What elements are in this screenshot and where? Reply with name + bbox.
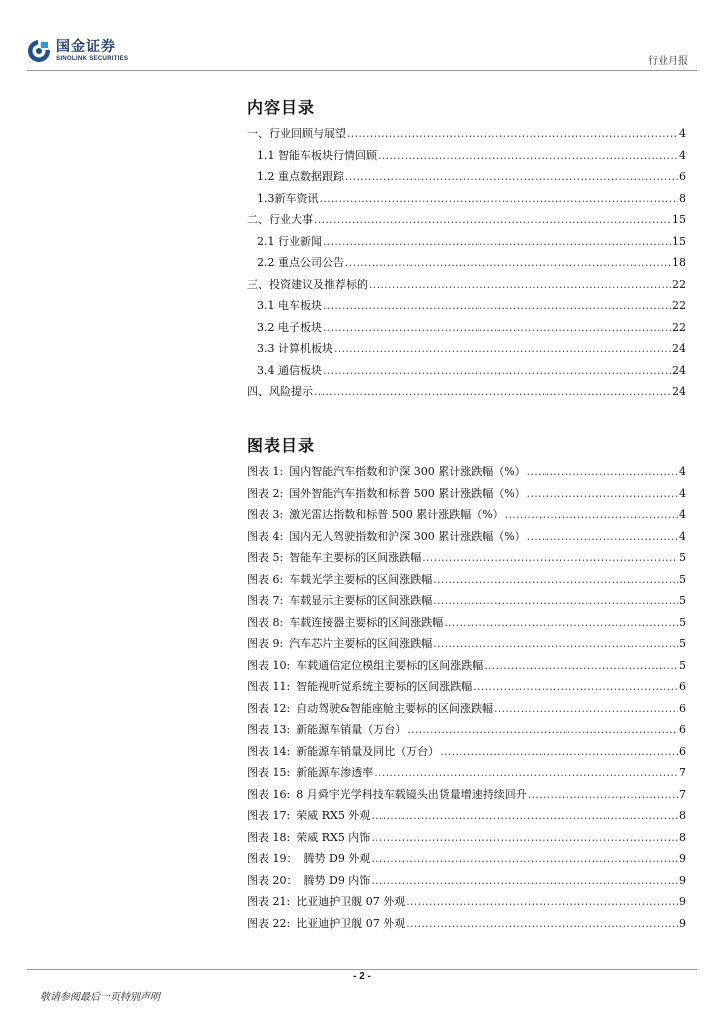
dot-leader [371, 805, 678, 827]
toc-entry-title: 1.3新车资讯 [257, 191, 319, 205]
toc-entry[interactable] [247, 295, 686, 317]
figure-entry-label: 图表 12: [247, 701, 291, 715]
figure-entry-title: 荣威 RX5 外观 [296, 809, 371, 822]
figure-entry-label: 图表 16: [247, 787, 291, 801]
dot-leader [406, 891, 678, 913]
figure-entry-title: 智能车主要标的区间涨跌幅 [289, 551, 422, 564]
figure-entry-title: 车载光学主要标的区间涨跌幅 [289, 572, 433, 586]
figure-entry-page: 5 [679, 615, 686, 629]
dot-leader [527, 526, 678, 548]
figure-entry[interactable] [247, 676, 686, 698]
figure-entry-label: 图表 18: [247, 830, 291, 844]
figure-entry-page: 4 [679, 529, 686, 543]
figure-entry-title: 新能源车渗透率 [296, 766, 374, 779]
dot-leader [527, 483, 678, 505]
figure-entry-title: 荣威 RX5 内饰 [296, 830, 371, 844]
dot-leader [323, 295, 671, 317]
dot-leader [345, 252, 671, 274]
dot-leader [345, 166, 678, 188]
figure-entry[interactable] [247, 590, 686, 612]
figure-entry-title: 车载显示主要标的区间涨跌幅 [289, 594, 433, 607]
footer-divider [27, 969, 697, 970]
toc-entry-page: 8 [679, 191, 686, 205]
figure-entry-label: 图表 7: [247, 594, 284, 607]
figure-entry-label: 图表 6: [247, 572, 284, 586]
figure-entry-title: 新能源车销量（万台） [296, 723, 407, 736]
toc-entry-page: 22 [672, 277, 686, 291]
dot-leader [371, 870, 678, 892]
dot-leader [371, 827, 678, 849]
figure-entry-page: 9 [679, 852, 686, 865]
toc-entry-title: 1.1 智能车板块行情回顾 [257, 148, 377, 162]
figure-entry-label: 图表 22: [247, 916, 291, 930]
toc-entry-title: 3.2 电子板块 [257, 320, 322, 334]
figure-entry-page: 9 [679, 916, 686, 930]
dot-leader [473, 676, 678, 698]
figure-entry[interactable] [247, 848, 686, 870]
figure-entry[interactable] [247, 526, 686, 548]
dot-leader [444, 612, 678, 634]
dot-leader [347, 123, 678, 145]
dot-leader [484, 655, 678, 677]
sinolink-logo-icon [27, 39, 51, 63]
figure-entry-label: 图表 4: [247, 529, 284, 543]
toc-entry-page: 24 [672, 342, 686, 355]
dot-leader [527, 461, 678, 483]
toc-entry[interactable] [247, 188, 686, 210]
toc-entry[interactable] [247, 145, 686, 167]
figure-entry-page: 5 [679, 572, 686, 586]
figure-entry-page: 9 [679, 895, 686, 908]
figure-entry-title: 激光雷达指数和标普 500 累计涨跌幅（%） [289, 508, 504, 521]
toc-entry-title: 一、行业回顾与展望 [247, 127, 346, 140]
figure-entry-title: 比亚迪护卫舰 07 外观 [296, 895, 406, 908]
dot-leader [314, 381, 671, 403]
figure-entry-label: 图表 17: [247, 809, 291, 822]
logo-chinese-name: 国金证券 [56, 38, 116, 55]
figure-entry-title: 车载连接器主要标的区间涨跌幅 [289, 615, 444, 629]
dot-leader [334, 338, 671, 360]
figure-entry[interactable] [247, 547, 686, 569]
figure-entry[interactable] [247, 569, 686, 591]
toc-entry[interactable] [247, 360, 686, 382]
figure-entry-label: 图表 21: [247, 895, 291, 908]
figure-entry-title: 腾势 D9 外观 [303, 852, 371, 865]
figure-entry-label: 图表 20： [247, 873, 298, 887]
figure-entry[interactable] [247, 504, 686, 526]
toc-entry[interactable] [247, 123, 686, 145]
toc-entry-page: 24 [672, 385, 686, 398]
figure-entry-title: 8 月舜宇光学科技车载镜头出货量增速持续回升 [296, 787, 527, 801]
toc-entry[interactable] [247, 231, 686, 253]
figure-entry[interactable] [247, 461, 686, 483]
figure-entry-page: 5 [679, 637, 686, 650]
dot-leader [528, 784, 678, 806]
dot-leader [433, 569, 678, 591]
figure-entry-title: 新能源车销量及同比（万台） [296, 744, 440, 758]
figure-entry-page: 6 [679, 701, 686, 715]
toc-entry-page: 22 [672, 299, 686, 312]
figure-entry-page: 7 [679, 766, 686, 779]
figure-entry-label: 图表 8: [247, 615, 284, 629]
toc-entry[interactable] [247, 317, 686, 339]
toc-entry[interactable] [247, 274, 686, 296]
dot-leader [371, 848, 678, 870]
figure-entry-page: 5 [679, 658, 686, 672]
figure-entry-title: 智能视听觉系统主要标的区间涨跌幅 [296, 680, 473, 693]
figure-entry-label: 图表 15: [247, 766, 291, 779]
figure-entry-label: 图表 3: [247, 508, 284, 521]
toc-entry[interactable] [247, 209, 686, 231]
toc-entry-page: 15 [672, 213, 686, 226]
figure-entry-page: 4 [679, 486, 686, 500]
figure-entry-page: 9 [679, 873, 686, 887]
dot-leader [314, 209, 671, 231]
figure-entry-label: 图表 14: [247, 744, 291, 758]
toc-entry-page: 18 [672, 256, 686, 269]
figure-entry-page: 6 [679, 744, 686, 758]
figure-entry[interactable] [247, 827, 686, 849]
page-number: - 2 - [353, 971, 371, 982]
toc-entry-title: 3.1 电车板块 [257, 299, 322, 312]
figure-entry-page: 4 [679, 465, 686, 478]
figure-entry[interactable] [247, 762, 686, 784]
figure-entry-page: 5 [679, 594, 686, 607]
figure-entry[interactable] [247, 655, 686, 677]
figure-entry-label: 图表 2: [247, 486, 284, 500]
figure-entry-title: 车载通信定位模组主要标的区间涨跌幅 [296, 658, 484, 672]
figure-entry-label: 图表 11: [247, 680, 291, 693]
figure-list [247, 461, 686, 934]
toc-entry-page: 22 [672, 320, 686, 334]
footer-disclaimer: 敬请参阅最后一页特别声明 [40, 992, 160, 1003]
figure-entry[interactable] [247, 719, 686, 741]
figure-entry-label: 图表 10: [247, 658, 291, 672]
figure-entry-title: 腾势 D9 内饰 [303, 873, 371, 887]
figure-entry-page: 6 [679, 723, 686, 736]
figure-entry[interactable] [247, 698, 686, 720]
dot-leader [407, 719, 678, 741]
figure-entry-page: 8 [679, 830, 686, 844]
toc-entry[interactable] [247, 166, 686, 188]
dot-leader [440, 741, 678, 763]
figure-entry[interactable] [247, 612, 686, 634]
figure-entry[interactable] [247, 805, 686, 827]
figure-entry[interactable] [247, 741, 686, 763]
toc-entry-page: 6 [679, 170, 686, 183]
figure-entry-label: 图表 9: [247, 637, 284, 650]
toc-entry-page: 4 [679, 127, 686, 140]
toc-list [247, 123, 686, 403]
toc-entry-title: 3.4 通信板块 [257, 363, 322, 377]
dot-leader [374, 762, 678, 784]
figure-entry-page: 8 [679, 809, 686, 822]
dot-leader [433, 590, 678, 612]
dot-leader [323, 360, 671, 382]
dot-leader [320, 188, 679, 210]
toc-title: 内容目录 [247, 98, 316, 117]
dot-leader [494, 698, 678, 720]
figure-entry-label: 图表 19： [247, 852, 298, 865]
figure-entry-title: 自动驾驶&智能座舱主要标的区间涨跌幅 [296, 701, 493, 715]
figure-entry[interactable] [247, 870, 686, 892]
figure-list-title: 图表目录 [247, 436, 316, 455]
figure-entry-page: 5 [679, 551, 686, 564]
page-header [0, 0, 724, 72]
toc-entry-title: 2.2 重点公司公告 [257, 256, 344, 269]
logo-english-name: SINOLINK SECURITIES [56, 54, 129, 62]
figure-entry[interactable] [247, 633, 686, 655]
figure-entry[interactable] [247, 784, 686, 806]
header-divider [27, 70, 697, 71]
toc-entry-page: 15 [672, 234, 686, 248]
figure-entry-label: 图表 5: [247, 551, 284, 564]
figure-entry-label: 图表 13: [247, 723, 291, 736]
toc-entry-page: 24 [672, 363, 686, 377]
toc-entry[interactable] [247, 338, 686, 360]
dot-leader [323, 317, 671, 339]
company-logo [27, 39, 128, 63]
figure-entry-title: 比亚迪护卫舰 07 外观 [296, 916, 406, 930]
figure-entry-page: 7 [679, 787, 686, 801]
dot-leader [433, 633, 678, 655]
figure-entry-title: 国内智能汽车指数和沪深 300 累计涨跌幅（%） [289, 465, 526, 478]
toc-entry-title: 三、投资建议及推荐标的 [247, 277, 368, 291]
figure-entry[interactable] [247, 483, 686, 505]
figure-entry[interactable] [247, 891, 686, 913]
toc-entry-title: 2.1 行业新闻 [257, 234, 322, 248]
dot-leader [406, 913, 678, 935]
figure-entry-page: 6 [679, 680, 686, 693]
dot-leader [323, 231, 671, 253]
figure-entry-label: 图表 1: [247, 465, 284, 478]
toc-entry[interactable] [247, 252, 686, 274]
dot-leader [378, 145, 678, 167]
figure-entry-page: 4 [679, 508, 686, 521]
toc-entry-title: 二、行业大事 [247, 213, 313, 226]
figure-entry[interactable] [247, 913, 686, 935]
figure-entry-title: 国外智能汽车指数和标普 500 累计涨跌幅（%） [289, 486, 526, 500]
dot-leader [422, 547, 678, 569]
toc-entry-title: 四、风险提示 [247, 385, 313, 398]
toc-entry[interactable] [247, 381, 686, 403]
figure-entry-title: 汽车芯片主要标的区间涨跌幅 [289, 637, 433, 650]
toc-entry-title: 3.3 计算机板块 [257, 342, 333, 355]
toc-entry-page: 4 [679, 148, 686, 162]
report-type: 行业月报 [648, 56, 688, 67]
figure-entry-title: 国内无人驾驶指数和沪深 300 累计涨跌幅（%） [289, 529, 526, 543]
toc-entry-title: 1.2 重点数据跟踪 [257, 170, 344, 183]
dot-leader [369, 274, 671, 296]
dot-leader [505, 504, 678, 526]
